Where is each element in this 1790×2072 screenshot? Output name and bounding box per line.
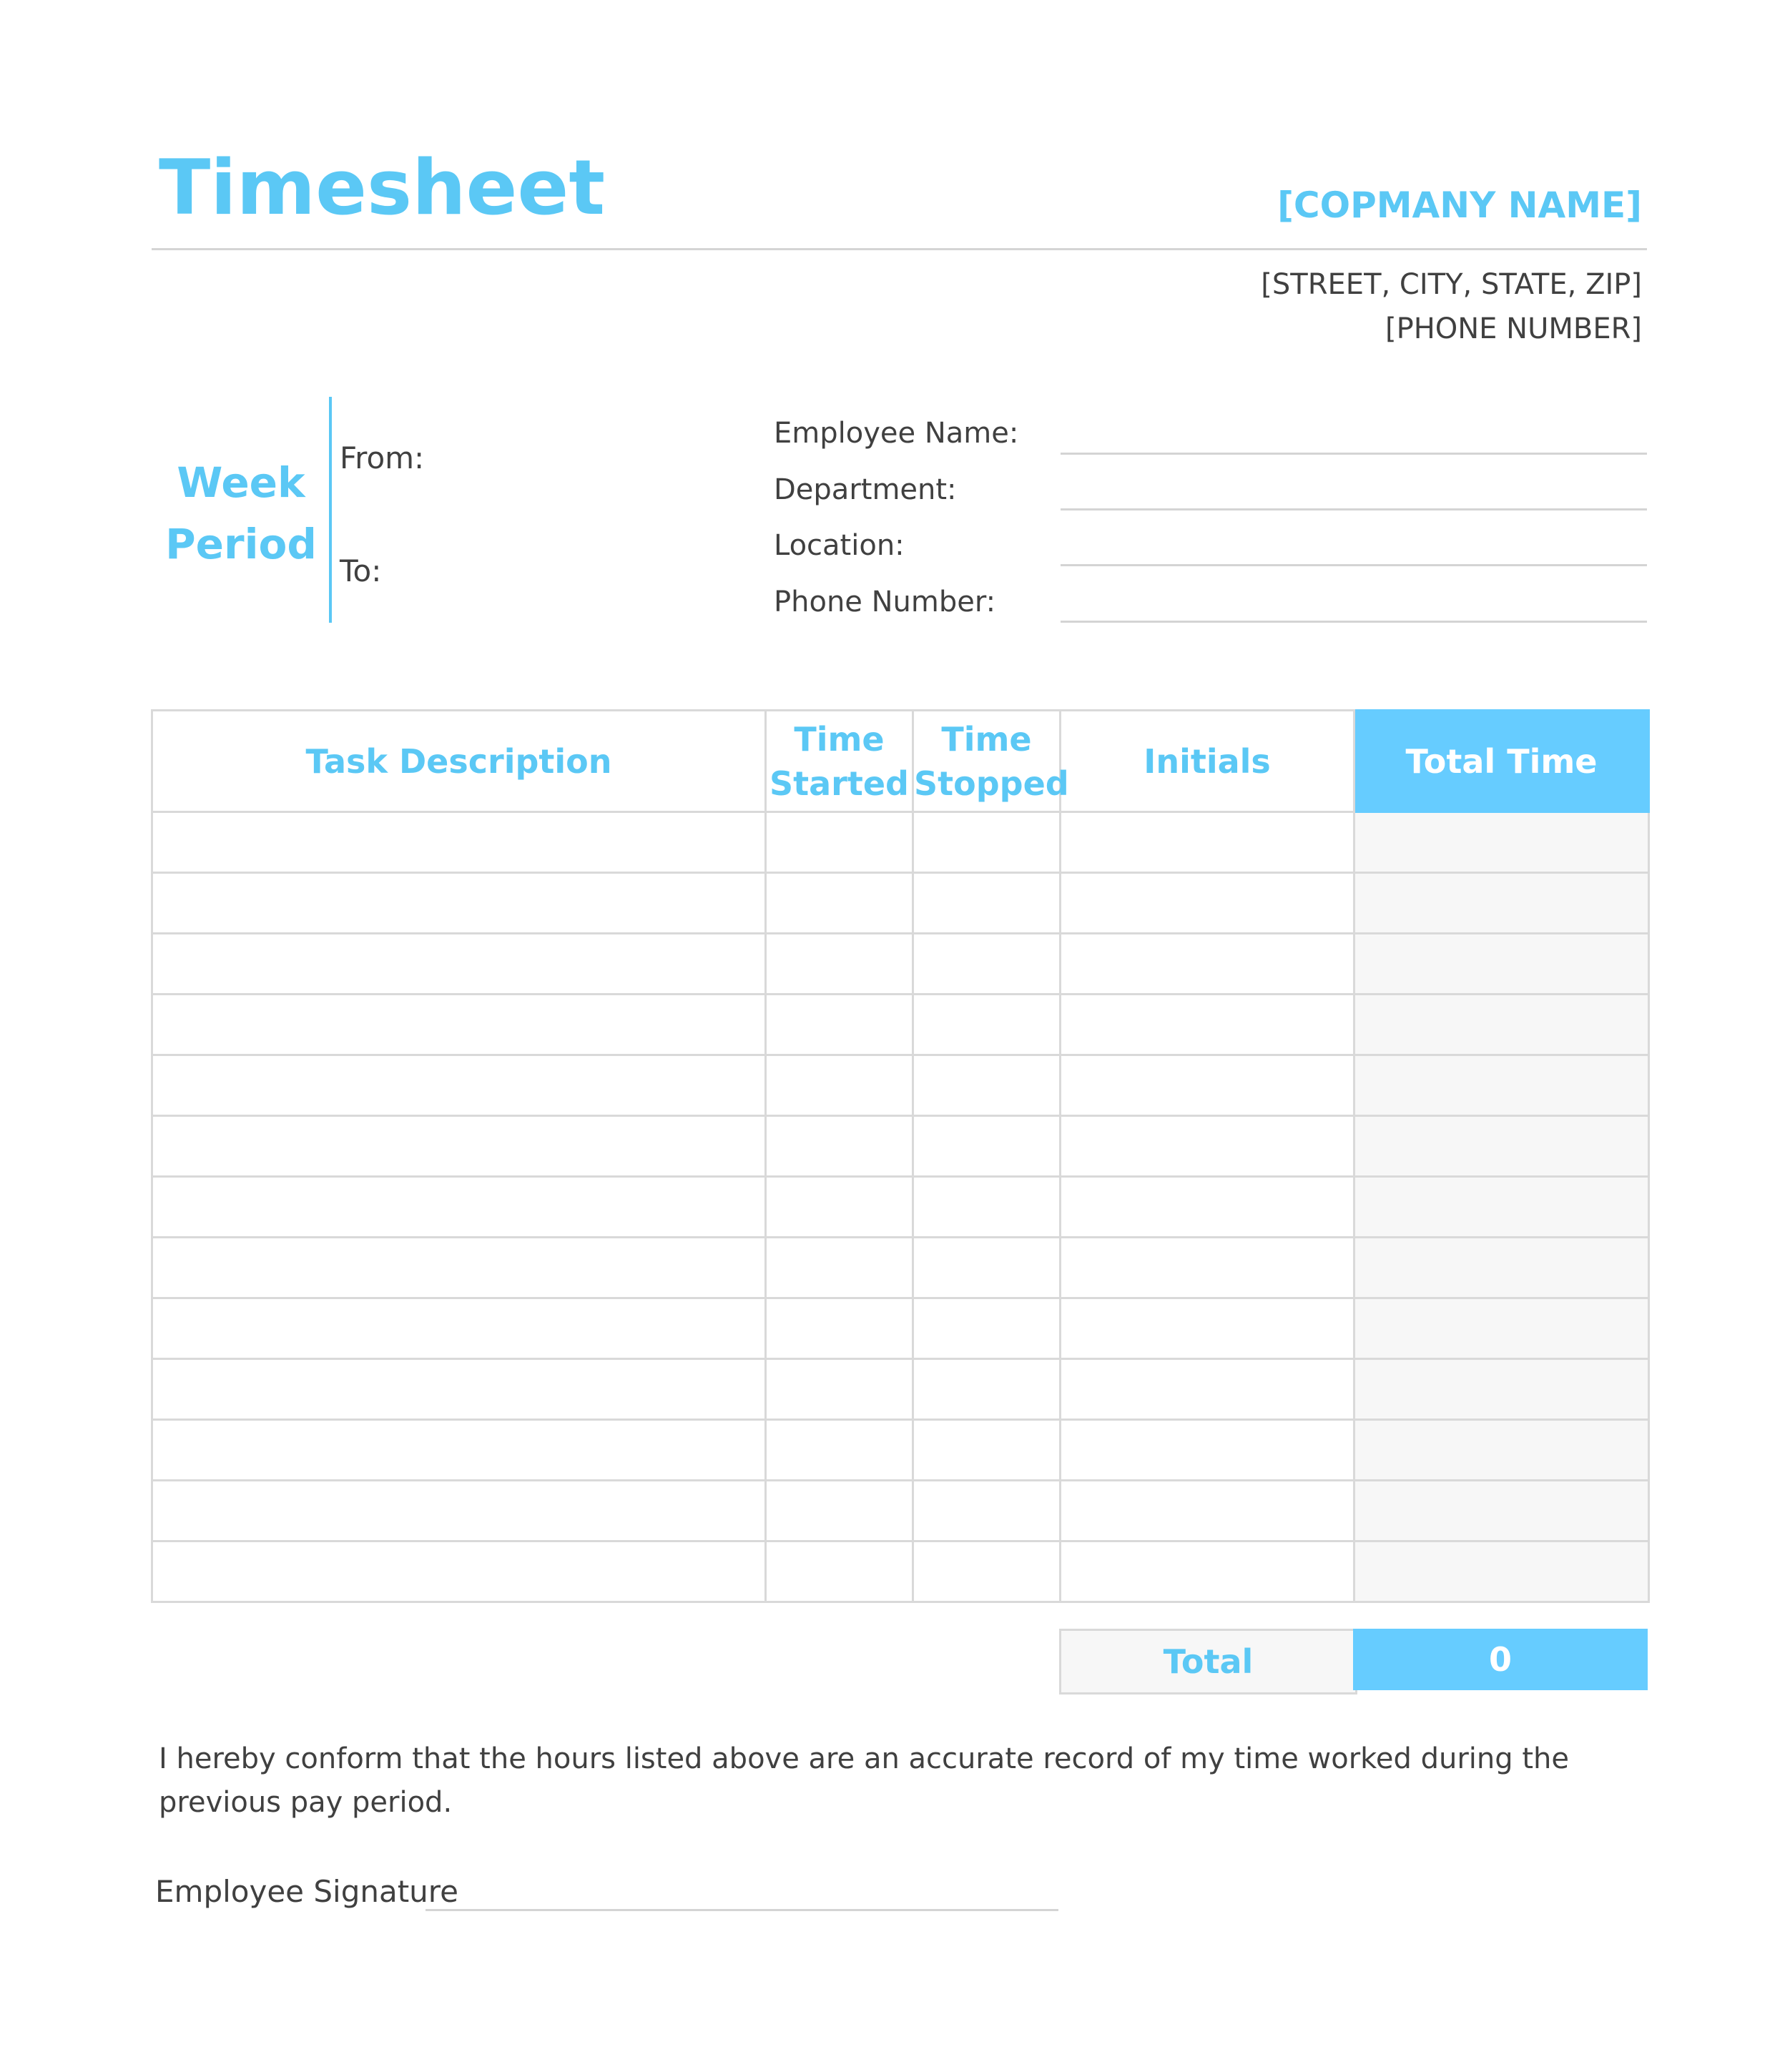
table-header-row [152,711,1649,812]
column-header-label: Time [794,719,885,759]
column-header-label: Task Description [305,741,612,781]
time-stopped-cell[interactable] [913,1420,1061,1481]
task-description-cell[interactable] [152,995,766,1055]
company-name: [COPMANY NAME] [1277,184,1642,226]
initials-cell[interactable] [1061,873,1354,934]
total-time-cell [1354,1055,1649,1116]
table-row [152,1055,1649,1116]
time-stopped-cell[interactable] [913,1055,1061,1116]
time-stopped-cell[interactable] [913,873,1061,934]
time-stopped-cell[interactable] [913,1298,1061,1359]
phone-number-label: Phone Number: [774,586,996,618]
task-description-cell[interactable] [152,812,766,873]
employee-name-label: Employee Name: [774,417,1019,450]
page-title: Timesheet [159,144,605,232]
total-time-cell [1354,1177,1649,1238]
department-label: Department: [774,473,957,506]
signature-label: Employee Signature [155,1874,458,1909]
to-date-field[interactable]: To: [340,553,382,588]
time-started-cell[interactable] [766,1420,913,1481]
initials-cell[interactable] [1061,995,1354,1055]
time-started-cell[interactable] [766,934,913,995]
table-row [152,1481,1649,1541]
phone-number-field[interactable] [1061,621,1647,623]
table-row [152,1238,1649,1298]
location-field[interactable] [1061,564,1647,566]
initials-cell[interactable] [1061,812,1354,873]
time-started-cell[interactable] [766,1298,913,1359]
table-row [152,995,1649,1055]
column-header-label: Time [941,719,1032,759]
time-stopped-cell[interactable] [913,934,1061,995]
column-header-total-time [1354,711,1649,812]
table-row [152,934,1649,995]
time-stopped-cell[interactable] [913,1541,1061,1602]
column-header-time-stopped [913,711,1069,812]
total-time-cell [1354,1116,1649,1177]
total-time-cell [1354,934,1649,995]
total-value: 0 [1353,1629,1648,1690]
time-started-cell[interactable] [766,1055,913,1116]
task-description-cell[interactable] [152,1055,766,1116]
week-period-divider [329,397,332,623]
task-description-cell[interactable] [152,1359,766,1420]
table-row [152,1298,1649,1359]
task-description-cell[interactable] [152,1238,766,1298]
from-date-field[interactable]: From: [340,440,425,475]
header-divider [152,248,1647,250]
total-time-cell [1354,1481,1649,1541]
week-period-label [159,452,323,575]
total-time-cell [1354,1420,1649,1481]
table-row [152,1116,1649,1177]
total-time-cell [1354,1541,1649,1602]
table-row [152,873,1649,934]
initials-cell[interactable] [1061,1055,1354,1116]
column-header-initials [1061,711,1354,812]
initials-cell[interactable] [1061,934,1354,995]
time-stopped-cell[interactable] [913,1177,1061,1238]
time-started-cell[interactable] [766,1238,913,1298]
table-row [152,1541,1649,1602]
column-header-label: Total Time [1405,741,1598,781]
initials-cell[interactable] [1061,1420,1354,1481]
time-started-cell[interactable] [766,1359,913,1420]
time-started-cell[interactable] [766,812,913,873]
time-stopped-cell[interactable] [913,1238,1061,1298]
time-started-cell[interactable] [766,995,913,1055]
initials-cell[interactable] [1061,1238,1354,1298]
task-description-cell[interactable] [152,934,766,995]
column-header-label: Started [769,764,909,803]
task-description-cell[interactable] [152,1177,766,1238]
total-label: Total [1059,1629,1357,1694]
initials-cell[interactable] [1061,1359,1354,1420]
time-stopped-cell[interactable] [913,995,1061,1055]
time-started-cell[interactable] [766,1116,913,1177]
task-table-body [152,812,1649,1602]
week-period-label-line1: Week [177,458,305,507]
time-stopped-cell[interactable] [913,812,1061,873]
location-label: Location: [774,529,905,562]
column-header-time-started [766,711,913,812]
task-description-cell[interactable] [152,1541,766,1602]
signature-field[interactable] [426,1909,1058,1911]
column-header-label: Initials [1144,741,1271,781]
initials-cell[interactable] [1061,1116,1354,1177]
task-description-cell[interactable] [152,873,766,934]
total-time-cell [1354,812,1649,873]
column-header-label: Stopped [914,764,1069,803]
initials-cell[interactable] [1061,1298,1354,1359]
task-description-cell[interactable] [152,1298,766,1359]
total-time-cell [1354,1238,1649,1298]
employee-name-field[interactable] [1061,453,1647,455]
time-stopped-cell[interactable] [913,1481,1061,1541]
initials-cell[interactable] [1061,1481,1354,1541]
initials-cell[interactable] [1061,1541,1354,1602]
company-phone: [PHONE NUMBER] [1385,312,1642,345]
task-description-cell[interactable] [152,1481,766,1541]
confirmation-statement: I hereby conform that the hours listed above are an accurate record of my time worked during the previous pay period. [159,1742,1570,1819]
total-time-cell [1354,995,1649,1055]
initials-cell[interactable] [1061,1177,1354,1238]
table-row [152,812,1649,873]
time-started-cell[interactable] [766,1541,913,1602]
time-started-cell[interactable] [766,1177,913,1238]
table-row [152,1420,1649,1481]
task-description-cell[interactable] [152,1420,766,1481]
column-header-task-description [152,711,766,812]
time-started-cell[interactable] [766,873,913,934]
total-time-cell [1354,873,1649,934]
total-time-cell [1354,1359,1649,1420]
total-time-cell [1354,1298,1649,1359]
table-row [152,1359,1649,1420]
table-row [152,1177,1649,1238]
time-started-cell[interactable] [766,1481,913,1541]
time-stopped-cell[interactable] [913,1116,1061,1177]
task-description-cell[interactable] [152,1116,766,1177]
week-period-label-line2: Period [165,520,317,568]
department-field[interactable] [1061,508,1647,510]
task-table [151,709,1650,1603]
time-stopped-cell[interactable] [913,1359,1061,1420]
company-address: [STREET, CITY, STATE, ZIP] [1261,268,1642,301]
